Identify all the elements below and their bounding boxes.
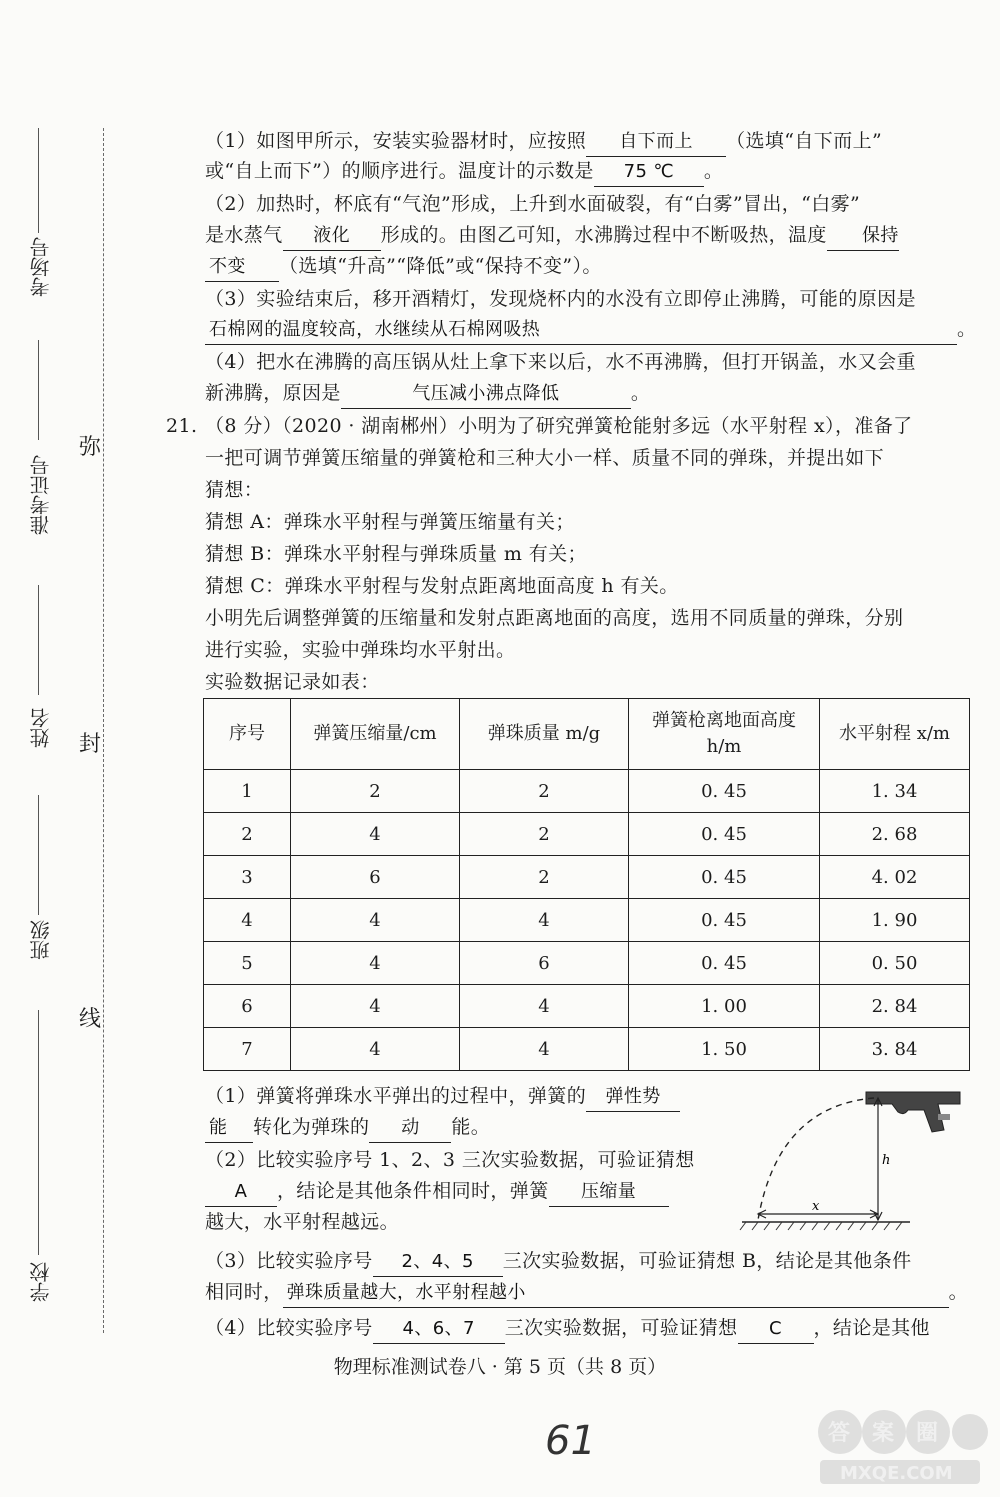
q21-sub2-line2 [205,1177,669,1207]
q21-sub4-line1 [205,1314,930,1344]
q21-sub3-line2 [205,1278,968,1308]
table-cell: 4 [460,985,629,1028]
q21-s2-text-b: ，结论是其他条件相同时，弹簧 [277,1180,549,1202]
q20-p4-answer-reason: 气压减小沸点降低 [341,380,631,409]
q21-s4-text-b: 三次实验数据，可验证猜想 [504,1317,738,1339]
q20-p3-text-a: （3）实验结束后，移开酒精灯，发现烧杯内的水没有立即停止沸腾，可能的原因是 [205,288,916,310]
table-cell: 4 [291,985,460,1028]
q21-s3-text-b: 三次实验数据，可验证猜想 B，结论是其他条件 [502,1250,912,1272]
table-cell: 6 [204,985,291,1028]
q21-s1-answer-elastic-a: 弹性势 [586,1083,680,1112]
margin-label-school: 学校 [29,1262,53,1302]
q21-sub2-line3 [205,1208,399,1236]
q20-part2-line3 [205,252,602,282]
table-header: 序号 [204,699,291,770]
margin-line-4 [38,795,39,915]
table-cell: 1. 34 [820,770,970,813]
table-cell: 2 [291,770,460,813]
table-cell: 2. 68 [820,813,970,856]
table-row [204,899,970,942]
table-cell: 2 [204,813,291,856]
table-header: 弹珠质量 m/g [460,699,629,770]
q21-s2-answer-compression: 压缩量 [549,1178,669,1207]
seal-char-xian: 线 [79,1007,102,1032]
q20-part2-line2 [205,221,899,251]
table-cell: 1 [204,770,291,813]
table-cell: 2 [460,856,629,899]
table-cell: 4 [460,899,629,942]
q20-p3-answer-reason: 石棉网的温度较高，水继续从石棉网吸热 [205,316,957,345]
q20-part3-line2 [205,315,976,345]
table-cell: 0. 45 [629,942,820,985]
q21-sub3-line1 [205,1247,912,1277]
q20-p2-text-b: 是水蒸气 [205,224,283,246]
page-footer: 物理标准测试卷八 · 第 5 页（共 8 页） [333,1356,667,1378]
table-row [204,942,970,985]
table-row [204,770,970,813]
height-label: h [882,1153,891,1168]
table-cell: 2 [460,770,629,813]
table-header: 水平射程 x/m [820,699,970,770]
q21-s3-text-c: 相同时， [205,1281,283,1303]
table-cell: 0. 45 [629,813,820,856]
table-cell: 0. 45 [629,856,820,899]
data-table [203,698,970,1071]
q21-sub2-line1 [205,1146,695,1174]
table-cell: 0. 45 [629,770,820,813]
q21-guess-c: 猜想 C：弹珠水平射程与发射点距离地面高度 h 有关。 [205,575,679,597]
q20-p4-text-a: （4）把水在沸腾的高压锅从灶上拿下来以后，水不再沸腾，但打开锅盖，水又会重 [205,351,916,373]
margin-line-3 [38,585,39,695]
q21-s3-end: 。 [948,1281,969,1303]
q20-p1-text-d: 。 [703,160,724,182]
q21-intro-line1: （8 分）（2020 · 湖南郴州）小明为了研究弹簧枪能射多远（水平射程 x），准备了 [205,415,913,437]
table-cell: 6 [460,942,629,985]
q20-p1-text-a: （1）如图甲所示，安装实验器材时，应按照 [205,130,587,152]
margin-line-5 [38,1010,39,1255]
table-cell: 2 [460,813,629,856]
q20-p3-end: 。 [957,318,977,340]
seal-line [103,128,104,1333]
handwritten-page-number: 61 [545,1418,596,1464]
q21-s3-text-a: （3）比较实验序号 [205,1250,373,1272]
svg-text:圈: 圈 [916,1421,939,1446]
seal-char-feng: 封 [79,732,102,757]
q20-part1-line1 [205,127,882,157]
q20-p1-answer-temp: 75 ℃ [594,158,704,187]
q20-p2-answer-keep-a: 保持 [827,222,899,251]
q21-s4-answer-rows: 4、6、7 [373,1315,505,1344]
q21-s1-text-a: （1）弹簧将弹珠水平弹出的过程中，弹簧的 [205,1085,587,1107]
q21-s1-text-b: 转化为弹珠的 [253,1116,370,1138]
q21-s1-text-c: 能。 [451,1116,491,1138]
q21-s2-text-c: 越大，水平射程越远。 [205,1211,400,1233]
table-cell: 0. 45 [629,899,820,942]
margin-line-1 [38,128,39,233]
spring-gun-diagram [738,1086,968,1238]
table-header-height-line1: 弹簧枪离地面高度 [652,710,796,731]
margin-label-class: 班级 [29,920,53,960]
q20-p2-text-d: （选填“升高”“降低”或“保持不变”）。 [279,255,602,277]
q20-p4-text-b: 新沸腾，原因是 [205,382,341,404]
spring-gun-icon [866,1092,960,1132]
q20-p1-text-c: 或“自上而下”）的顺序进行。温度计的示数是 [205,160,594,182]
table-cell: 3 [204,856,291,899]
table-cell: 4 [460,1028,629,1071]
q21-s3-answer-rows: 2、4、5 [373,1248,503,1277]
table-header [629,699,820,770]
q21-intro-line2: 一把可调节弹簧压缩量的弹簧枪和三种大小一样、质量不同的弹珠，并提出如下 [205,447,885,469]
table-row [204,856,970,899]
table-cell: 4 [291,899,460,942]
table-row [204,985,970,1028]
q21-s3-answer-conclusion: 弹珠质量越大，水平射程越小 [283,1279,949,1308]
margin-label-name: 姓名 [29,708,53,748]
svg-text:MXQE.COM: MXQE.COM [840,1463,953,1484]
table-header-height-line2: h/m [706,736,742,757]
table-cell: 6 [291,856,460,899]
table-cell: 1. 00 [629,985,820,1028]
q20-part3-line1 [205,285,916,313]
table-cell: 4 [291,1028,460,1071]
q21-s2-text-a: （2）比较实验序号 1、2、3 三次实验数据，可验证猜想 [205,1149,695,1171]
ground-hatching [740,1222,902,1230]
q21-desc-line2: 进行实验，实验中弹珠均水平射出。 [205,639,516,661]
q21-s4-text-a: （4）比较实验序号 [205,1317,373,1339]
q20-p1-text-b: （选填“自下而上” [726,130,883,152]
table-cell: 2. 84 [820,985,970,1028]
q20-p2-text-a: （2）加热时，杯底有“气泡”形成，上升到水面破裂，有“白雾”冒出，“白雾” [205,193,861,215]
table-header: 弹簧压缩量/cm [291,699,460,770]
table-cell: 4. 02 [820,856,970,899]
q21-s1-answer-kinetic: 动 [369,1114,451,1143]
table-cell: 5 [204,942,291,985]
table-cell: 1. 90 [820,899,970,942]
table-cell: 1. 50 [629,1028,820,1071]
q21-desc-line1: 小明先后调整弹簧的压缩量和发射点距离地面的高度，选用不同质量的弹珠，分别 [205,607,904,629]
q20-part1-line2 [205,157,723,187]
q20-p2-text-c: 形成的。由图乙可知，水沸腾过程中不断吸热，温度 [380,224,827,246]
q20-p2-answer-liquefy: 液化 [283,222,381,251]
svg-text:答: 答 [828,1421,851,1446]
q21-guess-b: 猜想 B：弹珠水平射程与弹珠质量 m 有关； [205,543,587,565]
margin-line-2 [38,340,39,440]
range-label: x [812,1199,820,1214]
watermark-logo [800,1400,990,1490]
q20-p1-answer-order: 自下而上 [586,128,726,157]
table-cell: 0. 50 [820,942,970,985]
table-cell: 3. 84 [820,1028,970,1071]
margin-label-exam-room: 考场号 [29,237,53,297]
q20-p4-end: 。 [630,382,651,404]
table-header-row [204,699,970,770]
q20-p2-answer-keep-b: 不变 [205,253,279,282]
q21-table-intro: 实验数据记录如表： [205,671,380,693]
q21-number: 21. [166,415,198,437]
table-cell: 4 [291,942,460,985]
margin-label-admission-number: 准考证号 [29,455,53,535]
q21-s1-answer-elastic-b: 能 [205,1114,253,1143]
table-row [204,813,970,856]
q21-s4-answer-guess: C [738,1315,814,1344]
table-cell: 4 [204,899,291,942]
q20-part4-line1 [205,348,916,376]
seal-char-mi: 弥 [79,435,102,460]
q21-sub1-line1 [205,1082,680,1112]
q21-guess-a: 猜想 A：弹珠水平射程与弹簧压缩量有关； [205,511,575,533]
table-cell: 4 [291,813,460,856]
svg-text:案: 案 [872,1421,895,1446]
q20-part2-line1 [205,190,860,218]
q21-s2-answer-guess: A [205,1178,277,1207]
q21-intro-line3: 猜想： [205,479,264,501]
q20-part4-line2 [205,379,650,409]
q21-s4-text-c: ，结论是其他 [813,1317,930,1339]
q21-sub1-line2 [205,1113,490,1143]
table-body [204,770,970,1071]
table-row [204,1028,970,1071]
table-cell: 7 [204,1028,291,1071]
